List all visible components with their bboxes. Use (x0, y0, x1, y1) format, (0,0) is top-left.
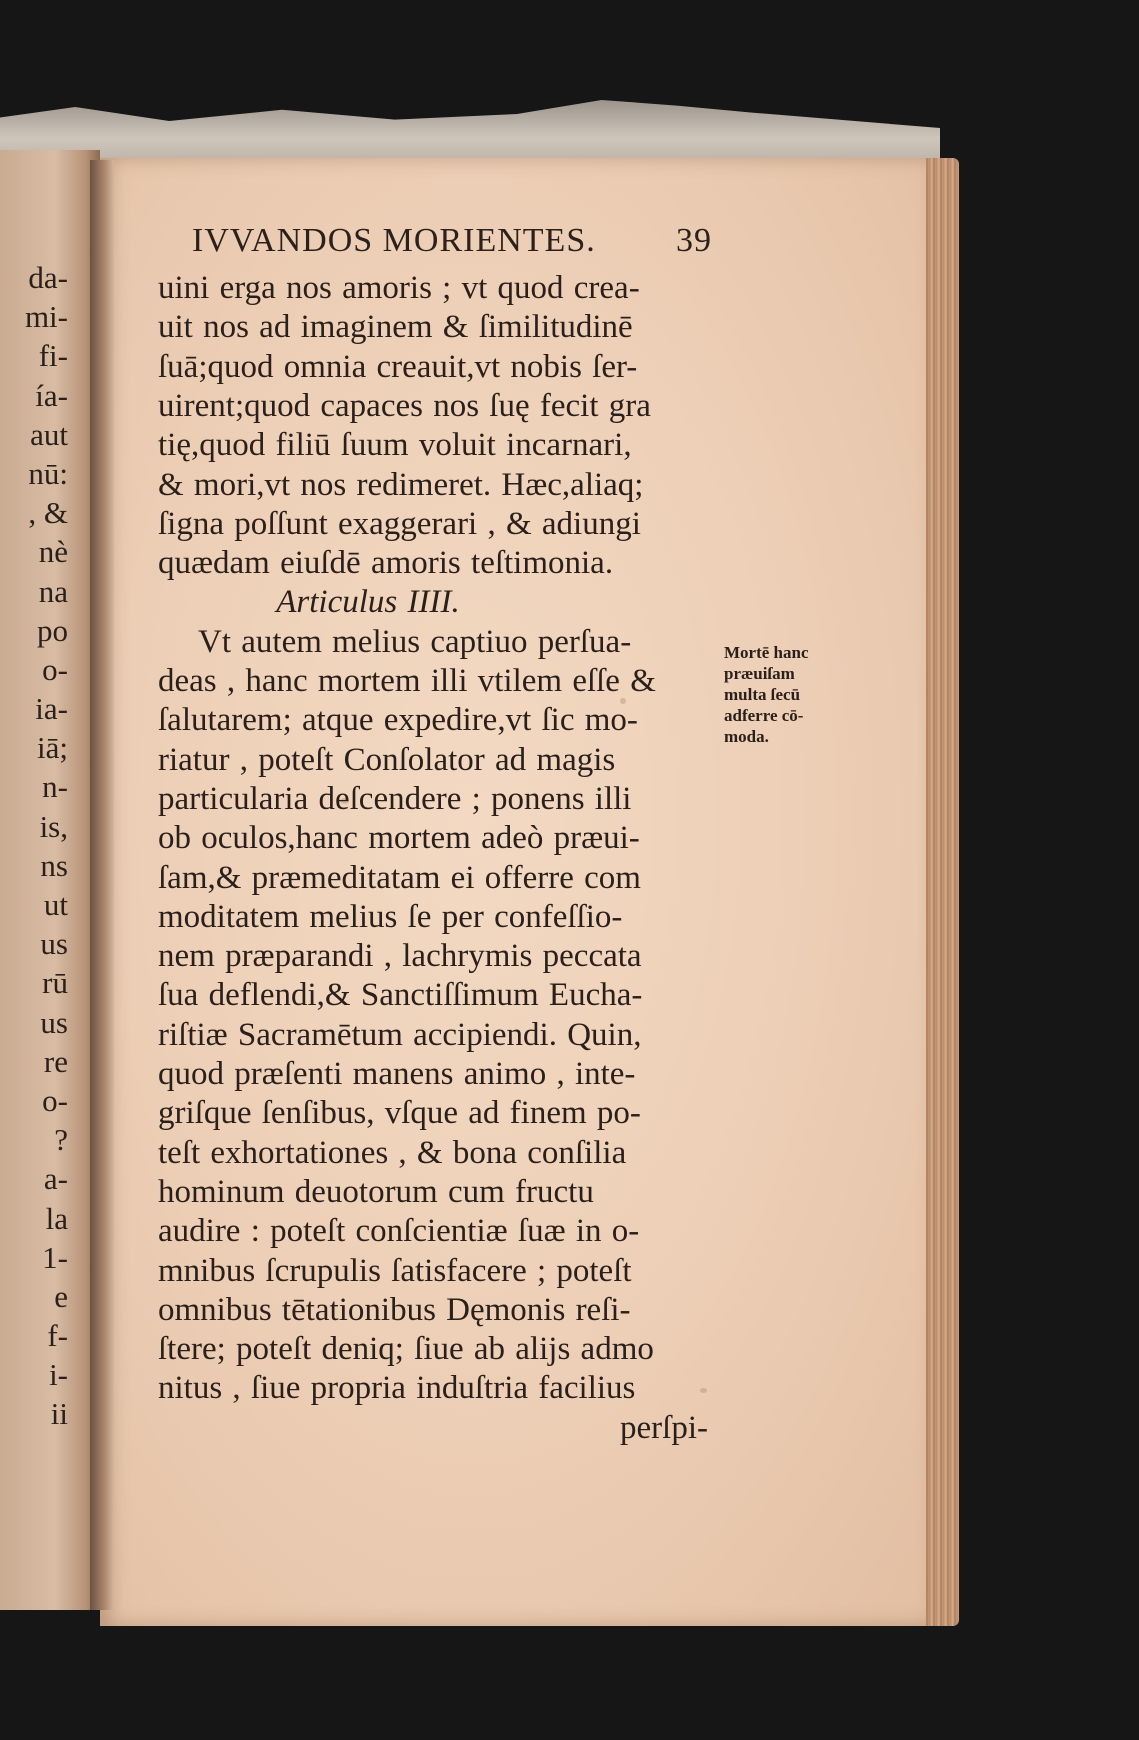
body-line: Vt autem melius captiuo perſua- (198, 623, 632, 660)
left-page-fragment: nè (38, 534, 68, 570)
left-page-fragment: a- (43, 1161, 68, 1197)
body-line: & mori,vt nos redimeret. Hæc,aliaq; (158, 466, 644, 503)
section-heading: Articulus IIII. (276, 584, 460, 621)
left-page-fragment: la (45, 1200, 68, 1236)
left-page-fragment: e (54, 1278, 68, 1314)
running-head (192, 222, 712, 266)
marginal-note-line: multa ſecū (724, 685, 801, 704)
left-page-fragment: , & (28, 495, 68, 531)
marginal-note-line: præuiſam (724, 664, 795, 683)
left-page-fragment: aut (30, 416, 68, 452)
body-line: ſalutarem; atque expedire,vt ſic mo- (158, 702, 638, 739)
book-gutter (90, 160, 114, 1610)
left-page-fragment: mi- (24, 299, 68, 335)
left-page-fragment: ns (40, 847, 68, 883)
left-page-fragment: ? (54, 1122, 68, 1158)
paper-stain (700, 1388, 707, 1393)
left-page-fragment: rū (42, 965, 68, 1001)
left-page-fragment: 1- (42, 1239, 68, 1275)
marginal-note-line: moda. (724, 727, 769, 746)
body-line: ſtere; poteſt deniq; ſiue ab alijs admo (158, 1331, 654, 1368)
left-page-fragment: re (43, 1043, 68, 1079)
left-page-fragment: nū: (28, 455, 68, 491)
marginal-note-line: adferre cō- (724, 706, 804, 725)
body-line: nitus , ſiue propria induſtria facilius (158, 1370, 636, 1407)
body-line: ſua deflendi,& Sanctiſſimum Eucha- (158, 977, 643, 1014)
body-line: omnibus tētationibus Dęmonis reſi- (158, 1291, 631, 1328)
page-number: 39 (676, 222, 712, 259)
body-line: uini erga nos amoris ; vt quod crea- (158, 270, 640, 306)
left-page-fragment: ut (43, 887, 68, 922)
left-page-fragment: fi- (38, 338, 68, 374)
body-line: teſt exhortationes , & bona conſilia (158, 1134, 627, 1171)
left-page-fragment: n- (42, 769, 68, 805)
left-page-fragment: da- (28, 260, 68, 295)
left-page-fragment: po (37, 612, 68, 648)
body-line: tię,quod filiū ſuum voluit incarnari, (158, 427, 632, 464)
body-line: audire : poteſt conſcientiæ ſuæ in o- (158, 1213, 640, 1250)
left-page-fragment: is, (39, 808, 68, 844)
body-line: ob oculos,hanc mortem adeò præui- (158, 820, 640, 857)
body-line: griſque ſenſibus, vſque ad finem po- (158, 1095, 641, 1132)
running-head-title: IVVANDOS MORIENTES. (192, 222, 596, 259)
body-line: mnibus ſcrupulis ſatisfacere ; poteſt (158, 1252, 632, 1289)
left-page-fragment: o- (42, 651, 68, 687)
body-line: nem præparandi , lachrymis peccata (158, 938, 642, 975)
left-page-fragment: o- (42, 1082, 68, 1118)
body-line: perſpi- (620, 1409, 708, 1446)
body-line: particularia deſcendere ; ponens illi (158, 780, 632, 817)
body-line: moditatem melius ſe per confeſſio- (158, 898, 623, 935)
body-line: uit nos ad imaginem & ſimilitudinē (158, 309, 633, 346)
body-line: ſuā;quod omnia creauit,vt nobis ſer- (158, 348, 638, 385)
marginal-note-line: Mortē hanc (724, 643, 809, 662)
body-line: quod præſenti manens animo , inte- (158, 1056, 636, 1092)
body-line: riatur , poteſt Conſolator ad magis (158, 741, 616, 778)
marginal-note (724, 642, 874, 747)
left-page-fragment: ii (50, 1396, 68, 1432)
body-line: hominum deuotorum cum fructu (158, 1173, 594, 1210)
left-page-fragment: ía- (35, 377, 68, 413)
body-line: deas , hanc mortem illi vtilem eſſe & (158, 663, 656, 699)
left-page-fragment: f- (47, 1318, 68, 1354)
left-page-fragment: us (40, 926, 68, 962)
left-page-fragment: ia- (35, 691, 68, 727)
body-line: ſigna poſſunt exaggerari , & adiungi (158, 505, 641, 542)
left-page-fragment: iā; (37, 730, 68, 766)
body-line: riſtiæ Sacramētum accipiendi. Quin, (158, 1016, 642, 1053)
left-page-fragment: i- (49, 1357, 68, 1393)
body-line: ſam,& præmeditatam ei offerre com (158, 859, 641, 896)
left-page-fragment: us (40, 1004, 68, 1040)
left-page-text-fragments (0, 258, 90, 1434)
body-line: uirent;quod capaces nos ſuę fecit gra (158, 387, 651, 424)
left-page-fragment: na (38, 573, 68, 609)
body-line: quædam eiuſdē amoris teſtimonia. (158, 545, 614, 582)
